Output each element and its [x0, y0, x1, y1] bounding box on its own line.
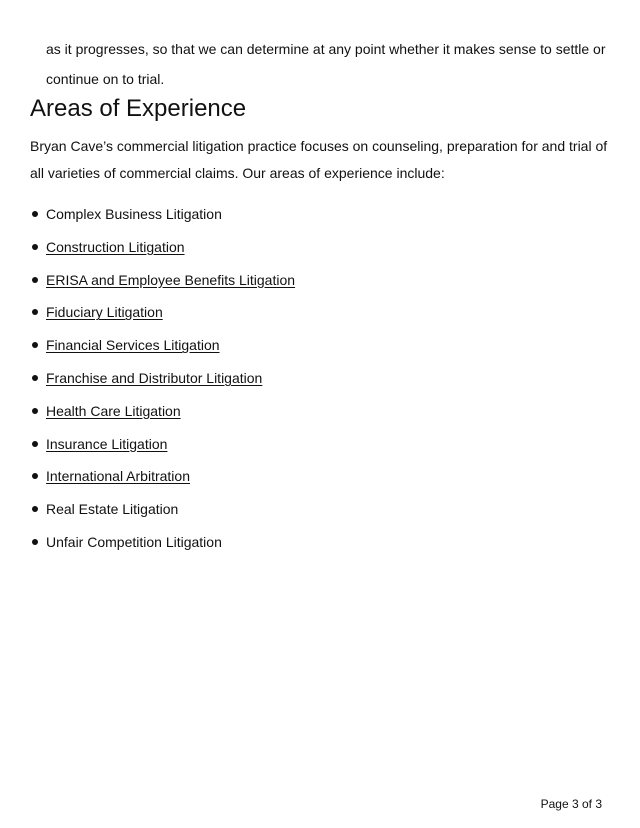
- list-item: [30, 431, 295, 464]
- bullet-icon: [32, 506, 38, 512]
- bullet-icon: [32, 375, 38, 381]
- list-item: [30, 365, 295, 398]
- section-paragraph: Bryan Cave’s commercial litigation practice focuses on counseling, preparation for and trial of all varieties of commercial claims. Our areas of experience include:: [30, 138, 608, 181]
- list-item: [30, 463, 295, 496]
- area-link-construction[interactable]: Construction Litigation: [46, 238, 185, 255]
- area-link-erisa[interactable]: ERISA and Employee Benefits Litigation: [46, 271, 296, 288]
- area-label: Unfair Competition Litigation: [46, 533, 222, 550]
- list-item: [30, 398, 295, 431]
- intro-continuation-text: as it progresses, so that we can determine at any point whether it makes sense to settle or continue on to trial.: [46, 41, 606, 87]
- bullet-icon: [32, 539, 38, 545]
- area-link-franchise[interactable]: Franchise and Distributor Litigation: [46, 369, 263, 386]
- list-item: [30, 299, 295, 332]
- area-label: Real Estate Litigation: [46, 501, 179, 518]
- bullet-icon: [32, 277, 38, 283]
- areas-of-experience-list: [30, 201, 295, 562]
- list-item: [30, 267, 295, 300]
- area-link-fiduciary[interactable]: Fiduciary Litigation: [46, 304, 163, 321]
- page-number: Page 3 of 3: [540, 797, 602, 811]
- bullet-icon: [32, 342, 38, 348]
- bullet-icon: [32, 211, 38, 217]
- area-link-health-care[interactable]: Health Care Litigation: [46, 402, 181, 419]
- area-label: Complex Business Litigation: [46, 206, 222, 222]
- bullet-icon: [32, 408, 38, 414]
- list-item: [30, 201, 295, 234]
- area-link-insurance[interactable]: Insurance Litigation: [46, 435, 168, 452]
- bullet-icon: [32, 309, 38, 315]
- section-heading: Areas of Experience: [30, 95, 247, 122]
- list-item: [30, 234, 295, 267]
- bullet-icon: [32, 473, 38, 479]
- list-item: [30, 529, 295, 562]
- list-item: [30, 496, 295, 529]
- bullet-icon: [32, 441, 38, 447]
- area-link-international-arbitration[interactable]: International Arbitration: [46, 468, 190, 485]
- area-link-financial-services[interactable]: Financial Services Litigation: [46, 337, 220, 354]
- list-item: [30, 332, 295, 365]
- bullet-icon: [32, 244, 38, 250]
